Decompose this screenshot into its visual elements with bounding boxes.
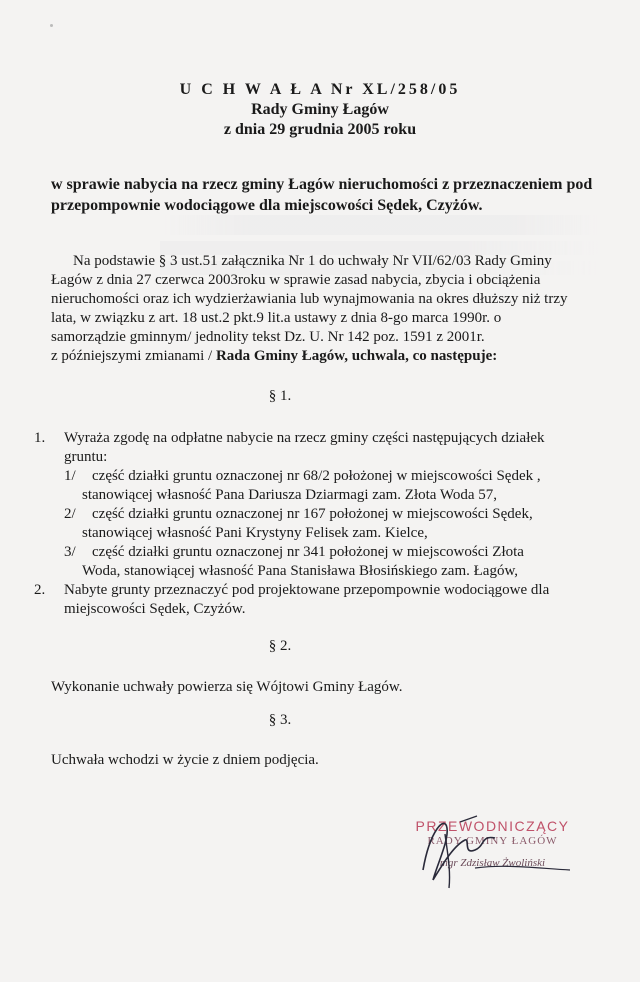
council-name: Rady Gminy Łagów [251,101,389,118]
resolution-subject [51,174,611,216]
section-2-heading: § 2. [268,638,292,654]
resolution-number: U C H W A Ł A Nr XL/258/05 [179,81,461,98]
resolution-title [0,79,640,100]
preamble-line: Na podstawie § 3 ust.51 załącznika Nr 1 do uchwały Nr VII/62/03 Rady Gminy [73,253,552,269]
subject-line: w sprawie nabycia na rzecz gminy Łagów nieruchomości z przeznaczeniem pod [51,176,593,193]
parcel-text: stanowiącej własność Pani Krystyny Felisek zam. Kielce, [82,525,428,541]
list-item [34,581,634,619]
list-text: Nabyte grunty przeznaczyć pod projektowane przepompownie wodociągowe dla [64,582,550,598]
preamble-enactment: Rada Gminy Łagów, uchwala, co następuje: [215,348,498,364]
parcel-item [34,467,634,505]
parcel-item [34,543,634,581]
handwritten-signature [385,810,585,890]
parcel-number: 2/ [64,506,76,522]
preamble-line: z późniejszymi zmianami / [51,348,216,364]
section-1-list [34,429,634,619]
section-3-heading: § 3. [268,712,292,728]
list-text: gruntu: [64,449,108,465]
stamp-title: PRZEWODNICZĄCY [415,818,570,834]
stamp-council: RADY GMINY ŁAGÓW [427,835,558,847]
list-number: 2. [34,582,46,598]
section-1-heading: § 1. [268,388,292,404]
parcel-text: stanowiącej własność Pana Dariusza Dziarmagi zam. Złota Woda 57, [82,487,498,503]
parcel-text: Woda, stanowiącej własność Pana Stanisława Błosińskiego zam. Łagów, [82,563,519,579]
list-text: Wyraża zgodę na odpłatne nabycie na rzecz gminy części następujących działek [64,430,545,446]
preamble-line: samorządzie gminnym/ jednolity tekst Dz. U. Nr 142 poz. 1591 z 2001r. [51,329,485,345]
subject-line: przepompownie wodociągowe dla miejscowości Sędek, Czyżów. [51,197,483,214]
resolution-date: z dnia 29 grudnia 2005 roku [223,121,417,138]
execution-clause: Wykonanie uchwały powierza się Wójtowi Gminy Łagów. [51,679,403,695]
preamble-line: Łagów z dnia 27 czerwca 2003roku w sprawie zasad nabycia, zbycia i obciążenia [51,272,541,288]
parcel-text: część działki gruntu oznaczonej nr 167 położonej w miejscowości Sędek, [92,506,533,522]
stamp-signatory: mgr Zdzisław Żwoliński [439,857,546,869]
parcel-item [34,505,634,543]
parcel-text: część działki gruntu oznaczonej nr 341 położonej w miejscowości Złota [92,544,524,560]
paper-speck [50,24,53,27]
preamble-line: lata, w związku z art. 18 ust.2 pkt.9 lit.a ustawy z dnia 8-go marca 1990r. o [51,310,502,326]
effective-clause: Uchwała wchodzi w życie z dniem podjęcia. [51,752,319,768]
list-number: 1. [34,430,46,446]
list-item [34,429,634,467]
parcel-number: 3/ [64,544,76,560]
preamble-line: nieruchomości oraz ich wydzierżawiania lub wynajmowania na okres dłuższy niż trzy [51,291,568,307]
list-text: miejscowości Sędek, Czyżów. [64,601,246,617]
preamble [51,252,626,366]
parcel-number: 1/ [64,468,76,484]
parcel-text: część działki gruntu oznaczonej nr 68/2 położonej w miejscowości Sędek , [92,468,541,484]
